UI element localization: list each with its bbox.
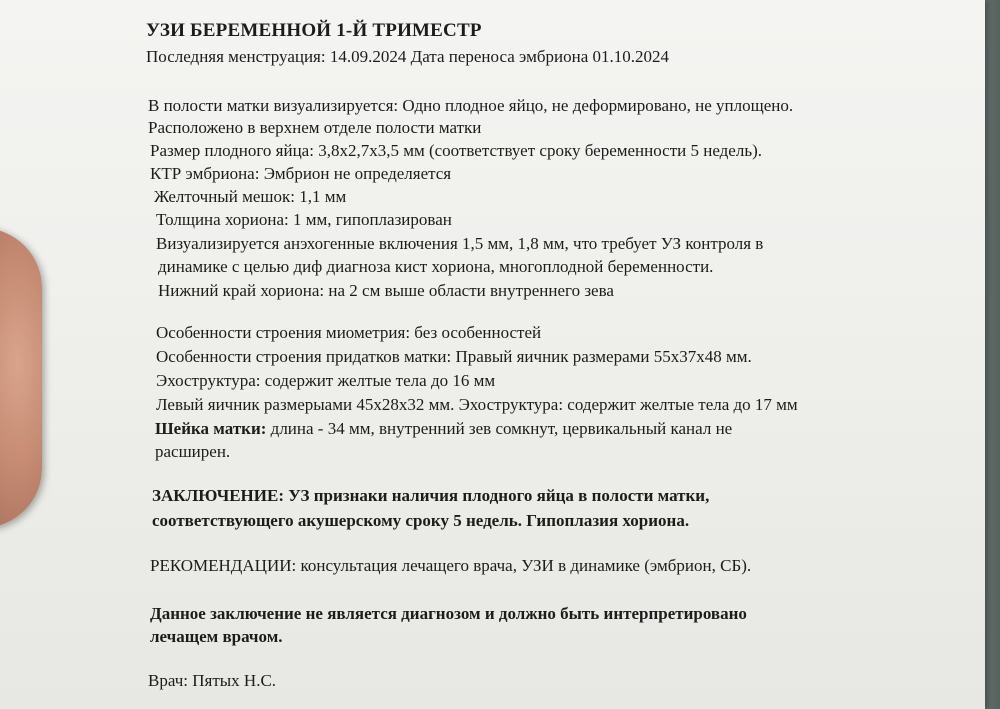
finding-line: В полости матки визуализируется: Одно плодное яйцо, не деформировано, не уплощено. [148, 96, 794, 115]
disclaimer-line: лечащем врачом. [150, 627, 283, 646]
cervix-line [155, 418, 732, 440]
dates-line: Последняя менструация: 14.09.2024 Дата переноса эмбриона 01.10.2024 [146, 47, 670, 66]
finding-line: Визуализируется анэхогенные включения 1,5 мм, 1,8 мм, что требует УЗ контроля в [156, 234, 764, 253]
recommendations: РЕКОМЕНДАЦИИ: консультация лечащего врача, УЗИ в динамике (эмбрион, СБ). [150, 556, 752, 575]
finding-line: Расположено в верхнем отделе полости матки [148, 118, 482, 137]
disclaimer-line: Данное заключение не является диагнозом и должно быть интерпретировано [150, 604, 747, 623]
cervix-text-continued: расширен. [155, 442, 231, 461]
finding-line: Размер плодного яйца: 3,8х2,7х3,5 мм (соответствует сроку беременности 5 недель). [150, 141, 762, 160]
finding-line: Желточный мешок: 1,1 мм [154, 187, 347, 206]
finding-line: Нижний край хориона: на 2 см выше области внутреннего зева [158, 281, 614, 300]
structure-line: Левый яичник размерыами 45х28х32 мм. Эхоструктура: содержит желтые тела до 17 мм [156, 395, 798, 414]
finding-line: Толщина хориона: 1 мм, гипоплазирован [156, 210, 452, 229]
structure-line: Особенности строения миометрия: без особенностей [156, 323, 542, 342]
conclusion-line: соответствующего акушерскому сроку 5 недель. Гипоплазия хориона. [152, 511, 690, 530]
finding-line: КТР эмбриона: Эмбрион не определяется [150, 164, 452, 183]
structure-line: Особенности строения придатков матки: Правый яичник размерами 55х37х48 мм. [156, 347, 752, 366]
report-title: УЗИ БЕРЕМЕННОЙ 1-Й ТРИМЕСТР [146, 20, 482, 41]
structure-line: Эхоструктура: содержит желтые тела до 16 мм [156, 371, 496, 390]
cervix-label: Шейка матки: [155, 419, 267, 438]
doctor-signature-line: Врач: Пятых Н.С. [148, 671, 277, 690]
finding-line: динамике с целью диф диагноза кист хориона, многоплодной беременности. [158, 257, 714, 276]
conclusion-line: ЗАКЛЮЧЕНИЕ: УЗ признаки наличия плодного яйца в полости матки, [152, 486, 710, 505]
cervix-text: длина - 34 мм, внутренний зев сомкнут, цервикальный канал не [266, 419, 733, 438]
